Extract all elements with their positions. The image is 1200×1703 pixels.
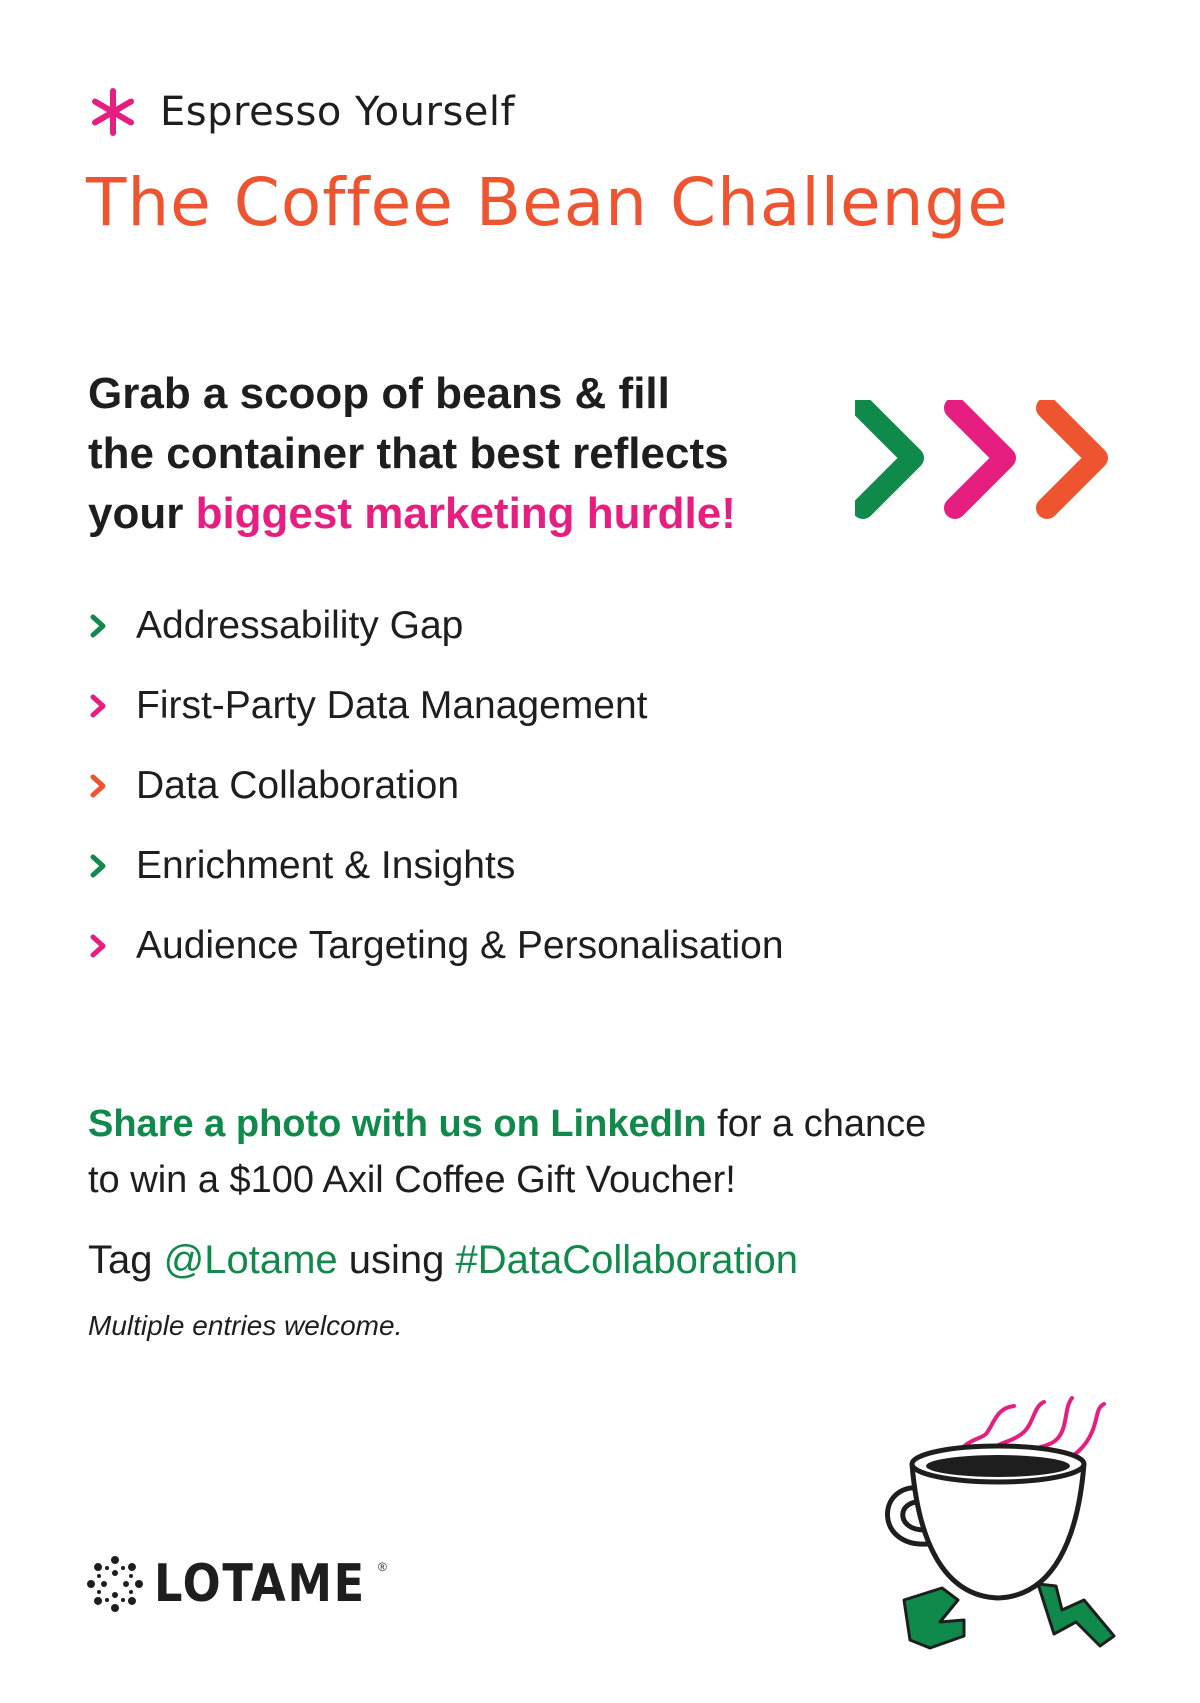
chevron-right-icon — [88, 853, 110, 879]
chevron-right-icon — [88, 933, 110, 959]
logo-wordmark: LOTAME — [154, 1554, 366, 1614]
tag-middle: using — [337, 1238, 456, 1282]
tag-hashtag: #DataCollaboration — [455, 1238, 798, 1282]
hurdle-label: Data Collaboration — [136, 764, 460, 807]
share-rest-line1: for a chance — [706, 1103, 927, 1145]
hurdle-list — [88, 586, 784, 986]
list-item — [88, 666, 784, 746]
tagline: Espresso Yourself — [160, 89, 516, 135]
tag-handle: @Lotame — [163, 1238, 338, 1282]
hurdle-label: Enrichment & Insights — [136, 844, 516, 887]
intro-line-1: Grab a scoop of beans & fill — [88, 369, 670, 418]
lotame-logo — [86, 1554, 400, 1614]
entries-note: Multiple entries welcome. — [88, 1310, 403, 1341]
tag-prefix: Tag — [88, 1238, 164, 1282]
hurdle-label: Addressability Gap — [136, 604, 464, 647]
lotame-logo-mark — [86, 1555, 144, 1613]
running-coffee-cup-illustration — [868, 1388, 1138, 1664]
chevron-right-icon — [88, 773, 110, 799]
triple-chevron-arrows — [855, 400, 1125, 520]
intro-line-3-prefix: your — [88, 489, 196, 538]
hurdle-label: Audience Targeting & Personalisation — [136, 924, 784, 967]
intro-highlight: biggest marketing hurdle! — [195, 489, 736, 538]
share-line2: to win a $100 Axil Coffee Gift Voucher! — [88, 1159, 736, 1201]
intro-line-2: the container that best reflects — [88, 429, 729, 478]
chevron-right-icon — [88, 693, 110, 719]
page-title: The Coffee Bean Challenge — [86, 164, 1009, 241]
share-paragraph — [88, 1096, 1088, 1208]
tag-instruction — [88, 1232, 798, 1288]
list-item — [88, 746, 784, 826]
registered-mark: ® — [378, 1560, 387, 1574]
asterisk-icon — [88, 87, 138, 137]
chevron-right-icon — [88, 613, 110, 639]
list-item — [88, 906, 784, 986]
intro-text — [88, 364, 848, 544]
header-tagline-row — [88, 86, 515, 138]
list-item — [88, 826, 784, 906]
list-item — [88, 586, 784, 666]
hurdle-label: First-Party Data Management — [136, 684, 648, 727]
share-link-text: Share a photo with us on LinkedIn — [88, 1103, 707, 1145]
